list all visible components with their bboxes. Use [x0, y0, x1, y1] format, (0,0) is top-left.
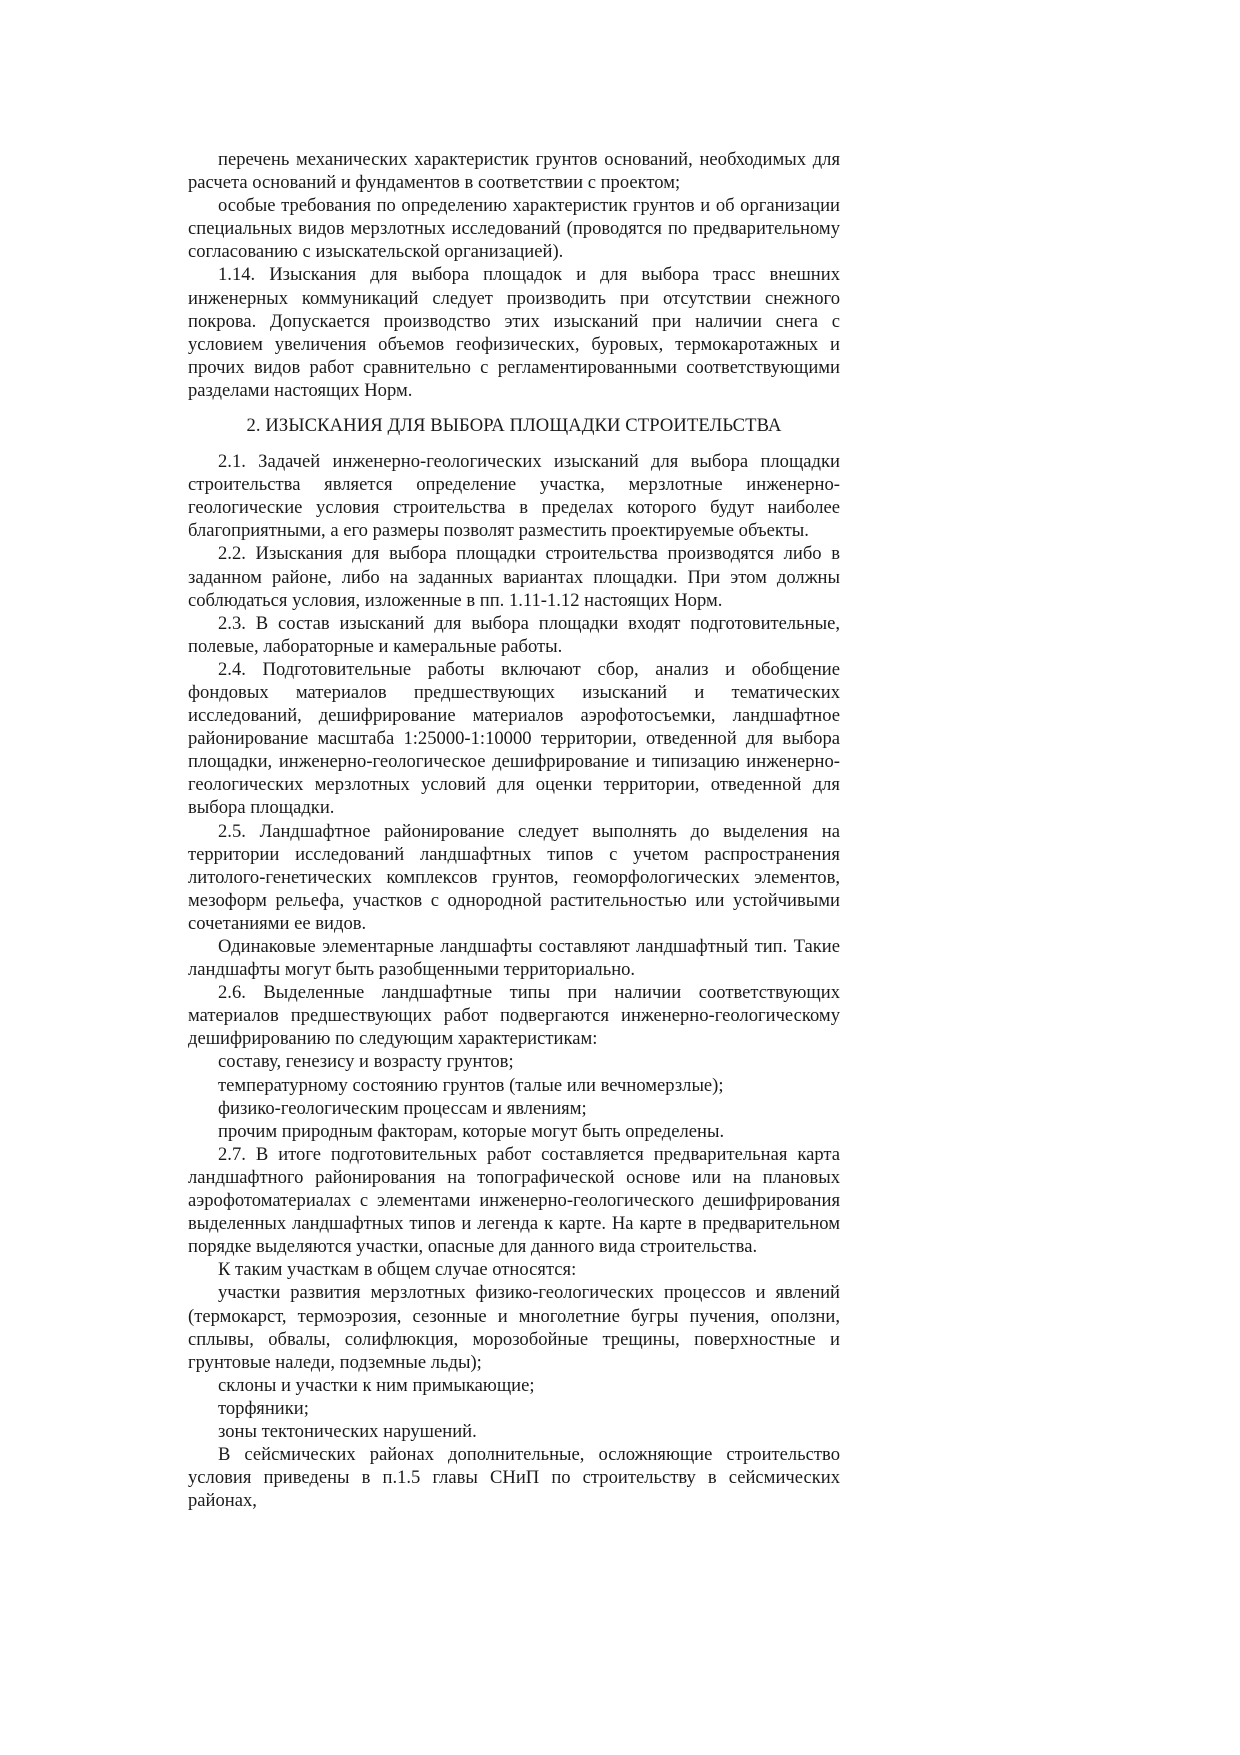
paragraph: 1.14. Изыскания для выбора площадок и для выбора трасс внешних инженерных коммуникаций следует производить при отсутствии снежного покрова. Допускается производство этих изысканий при наличии снега с условием увеличения объемов геофизических, буровых, термокаротажных и прочих видов работ сравнительно с регламентированными соответствующими разделами настоящих Норм. — [188, 264, 840, 401]
list-item: температурному состоянию грунтов (талые или вечномерзлые); — [218, 1074, 724, 1096]
list-item: физико-геологическим процессам и явлениям; — [218, 1097, 587, 1119]
paragraph: 2.5. Ландшафтное районирование следует выполнять до выделения на территории исследований ландшафтных типов с учетом распространения литолого-генетических комплексов грунтов, геоморфологических элементов, мезоформ рельефа, участков с однородной растительностью или устойчивыми сочетаниями ее видов. — [188, 820, 840, 934]
paragraph: К таким участкам в общем случае относятся: — [218, 1259, 577, 1281]
paragraph: 2.1. Задачей инженерно-геологических изысканий для выбора площадки строительства является определение участка, мерзлотные инженерно-геологические условия строительства в пределах которого будут наиболее благоприятными, а его размеры позволят разместить проектируемые объекты. — [188, 451, 840, 542]
paragraph: 2.7. В итоге подготовительных работ составляется предварительная карта ландшафтного районирования на топографической основе или на плановых аэрофотоматериалах с элементами инженерно-геологического дешифрирования выделенных ландшафтных типов и легенда к карте. На карте в предварительном порядке выделяются участки, опасные для данного вида строительства. — [188, 1143, 840, 1258]
list-item: зоны тектонических нарушений. — [218, 1420, 477, 1442]
paragraph: Одинаковые элементарные ландшафты составляют ландшафтный тип. Такие ландшафты могут быть разобщенными территориально. — [188, 936, 840, 981]
section-heading: 2. ИЗЫСКАНИЯ ДЛЯ ВЫБОРА ПЛОЩАДКИ СТРОИТЕЛЬСТВА — [246, 415, 782, 437]
paragraph: В сейсмических районах дополнительные, осложняющие строительство условия приведены в п.1.5 главы СНиП по строительству в сейсмических районах, — [188, 1444, 840, 1512]
paragraph: 2.6. Выделенные ландшафтные типы при наличии соответствующих материалов предшествующих работ подвергаются инженерно-геологическому дешифрированию по следующим характеристикам: — [188, 982, 840, 1050]
list-item: прочим природным факторам, которые могут быть определены. — [218, 1120, 725, 1142]
paragraph: перечень механических характеристик грунтов оснований, необходимых для расчета оснований и фундаментов в соответствии с проектом; — [188, 149, 840, 194]
paragraph: 2.3. В состав изысканий для выбора площадки входят подготовительные, полевые, лабораторные и камеральные работы. — [188, 612, 840, 657]
list-item: склоны и участки к ним примыкающие; — [218, 1374, 535, 1396]
list-item: торфяники; — [218, 1397, 309, 1419]
document-page — [188, 148, 840, 1512]
list-item: участки развития мерзлотных физико-геологических процессов и явлений (термокарст, термоэрозия, сезонные и многолетние бугры пучения, оползни, сплывы, обвалы, солифлюкция, морозобойные трещины, поверхностные и грунтовые наледи, подземные льды); — [188, 1282, 840, 1373]
paragraph: 2.4. Подготовительные работы включают сбор, анализ и обобщение фондовых материалов предшествующих изысканий и тематических исследований, дешифрирование материалов аэрофотосъемки, ландшафтное районирование масштаба 1:25000-1:10000 территории, отведенной для выбора площадки, инженерно-геологическое дешифрирование и типизацию инженерно-геологических мерзлотных условий для оценки территории, отведенной для выбора площадки. — [188, 658, 840, 819]
list-item: составу, генезису и возрасту грунтов; — [218, 1051, 514, 1073]
paragraph: особые требования по определению характеристик грунтов и об организации специальных видов мерзлотных исследований (проводятся по предварительному согласованию с изыскательской организацией). — [188, 195, 840, 263]
paragraph: 2.2. Изыскания для выбора площадки строительства производятся либо в заданном районе, либо на заданных вариантах площадки. При этом должны соблюдаться условия, изложенные в пп. 1.11-1.12 настоящих Норм. — [188, 543, 840, 611]
